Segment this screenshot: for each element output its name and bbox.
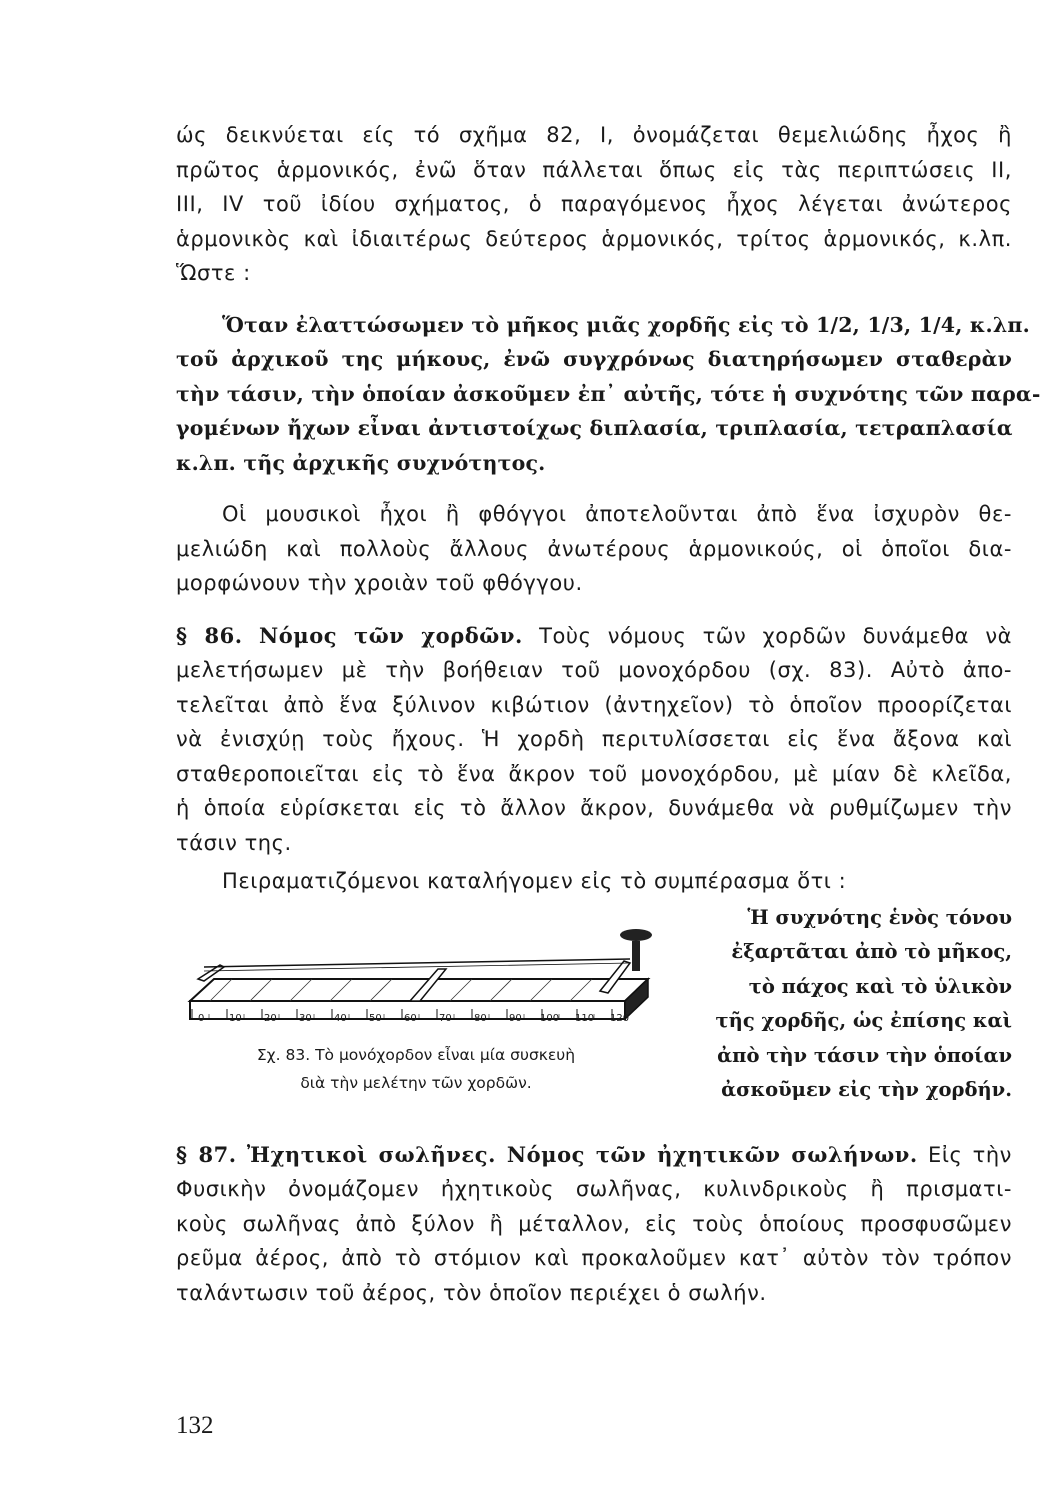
text-line: πρῶτος ἁρμονικός, ἐνῶ ὅταν πάλλεται ὅπως εἰς τὰς περιπτώσεις ΙΙ, <box>176 157 1012 182</box>
scale-label: 100 <box>540 1012 560 1024</box>
page-number: 132 <box>176 1412 214 1439</box>
text-line: κοὺς σωλῆνας ἀπὸ ξύλον ἢ μέταλλον, εἰς τοὺς ὁποίους προσφυσῶμεν <box>176 1211 1012 1236</box>
scale-label: 20 <box>264 1012 277 1024</box>
rule-line: τοῦ ἀρχικοῦ της μήκους, ἐνῶ συγχρόνως διατηρήσωμεν σταθερὰν <box>176 347 1012 371</box>
text-line: τελεῖται ἀπὸ ἕνα ξύλινον κιβώτιον (ἀντηχεῖον) τὸ ὁποῖον προορίζεται <box>176 692 1012 717</box>
caption-line: Σχ. 83. Τὸ μονόχορδον εἶναι μία συσκευὴ <box>256 1045 576 1064</box>
section-86-first-line <box>176 619 1012 654</box>
text-line: Οἱ μουσικοὶ ἦχοι ἢ φθόγγοι ἀποτελοῦνται ἀπὸ ἕνα ἰσχυρὸν θε- <box>222 502 1012 526</box>
scale-label: 0 <box>198 1012 205 1024</box>
section-87-first-line <box>176 1138 1012 1173</box>
law-line: Ἡ συχνότης ἑνὸς τόνου <box>747 905 1012 929</box>
scale-label: 30 <box>299 1012 312 1024</box>
rule-line: κ.λπ. τῆς ἀρχικῆς συχνότητος. <box>176 450 546 475</box>
timbre-paragraph <box>176 497 1012 601</box>
text-line: ἡ ὁποία εὑρίσκεται εἰς τὸ ἄλλον ἄκρον, δυνάμεθα νὰ ρυθμίζωμεν τὴν <box>176 796 1012 820</box>
figure-block <box>176 905 1012 1124</box>
section-symbol: § 86. <box>176 622 243 648</box>
text-line: Ὥστε : <box>176 261 251 285</box>
page-body <box>176 118 1041 1310</box>
scale-label: 10 <box>229 1012 242 1024</box>
rule-paragraph <box>176 308 1041 481</box>
text-line: τάσιν της. <box>176 830 292 855</box>
text-line: μελετήσωμεν μὲ τὴν βοήθειαν τοῦ μονοχόρδου (σχ. 83). Αὐτὸ ἀπο- <box>176 658 1012 682</box>
law-line: ἀσκοῦμεν εἰς τὴν χορδήν. <box>721 1078 1012 1101</box>
text-line: νὰ ἐνισχύῃ τοὺς ἤχους. Ἡ χορδὴ περιτυλίσσεται εἰς ἕνα ἄξονα καὶ <box>176 727 1012 751</box>
law-line: ἐξαρτᾶται ἀπὸ τὸ μῆκος, <box>731 940 1012 963</box>
section-symbol: § 87. <box>176 1141 237 1167</box>
section-87 <box>176 1138 1012 1311</box>
text-line: μορφώνουν τὴν χροιὰν τοῦ φθόγγου. <box>176 571 583 595</box>
text-line: μελιώδη καὶ πολλοὺς ἄλλους ἀνωτέρους ἁρμονικούς, οἱ ὁποῖοι δια- <box>176 536 1012 561</box>
law-line: ἀπὸ τὴν τάσιν τὴν ὁποίαν <box>717 1043 1012 1067</box>
text-line: ρεῦμα ἀέρος, ἀπὸ τὸ στόμιον καὶ προκαλοῦμεν κατ᾽ αὐτὸν τὸν τρόπον <box>176 1246 1012 1270</box>
text-line: σταθεροποιεῖται εἰς τὸ ἕνα ἄκρον τοῦ μονοχόρδου, μὲ μίαν δὲ κλεῖδα, <box>176 761 1012 786</box>
text-line: ἁρμονικὸς καὶ ἰδιαιτέρως δεύτερος ἁρμονικός, τρίτος ἁρμονικός, κ.λπ. <box>176 226 1012 251</box>
scale-label: 50 <box>369 1012 382 1024</box>
scale-label: 120 <box>610 1012 630 1024</box>
scale-label: 70 <box>439 1012 452 1024</box>
scale-label: 90 <box>509 1012 522 1024</box>
rule-line: τὴν τάσιν, τὴν ὁποίαν ἀσκοῦμεν ἐπ᾽ αὐτῆς, τότε ἡ συχνότης τῶν παρα- <box>176 381 1041 406</box>
scale-labels <box>186 1013 646 1033</box>
rule-line: γομένων ἤχων εἶναι ἀντιστοίχως διπλασία, τριπλασία, τετραπλασία <box>176 416 1013 440</box>
conclusion-line: Πειραματιζόμενοι καταλήγομεν εἰς τὸ συμπέρασμα ὅτι : <box>222 869 847 893</box>
law-box <box>682 901 1012 1108</box>
text-line: Φυσικὴν ὀνομάζομεν ἠχητικοὺς σωλῆνας, κυλινδρικοὺς ἢ πρισματι- <box>176 1177 1012 1201</box>
law-line: τῆς χορδῆς, ὡς ἐπίσης καὶ <box>715 1009 1012 1032</box>
scale-label: 60 <box>404 1012 417 1024</box>
text-fragment: Εἰς τὴν <box>928 1142 1012 1167</box>
rule-line: Ὅταν ἐλαττώσωμεν τὸ μῆκος μιᾶς χορδῆς εἰς τὸ 1/2, 1/3, 1/4, κ.λπ. <box>222 312 1030 337</box>
figure-caption <box>176 1041 656 1097</box>
scale-label: 80 <box>474 1012 487 1024</box>
text-line: ταλάντωσιν τοῦ ἀέρος, τὸν ὁποῖον περιέχει ὁ σωλήν. <box>176 1280 767 1305</box>
top-paragraph <box>176 118 1012 291</box>
scale-label: 110 <box>575 1012 595 1024</box>
text-fragment: Τοὺς νόμους τῶν χορδῶν δυνάμεθα νὰ <box>539 623 1012 648</box>
section-86 <box>176 619 1012 899</box>
law-line: τὸ πάχος καὶ τὸ ὑλικὸν <box>748 974 1012 998</box>
scale-label: 40 <box>334 1012 347 1024</box>
text-line: ΙΙΙ, IV τοῦ ἰδίου σχήματος, ὁ παραγόμενος ἦχος λέγεται ἀνώτερος <box>176 192 1012 216</box>
caption-line: διὰ τὴν μελέτην τῶν χορδῶν. <box>300 1073 532 1092</box>
section-heading: Ἠχητικοὶ σωλῆνες. Νόμος τῶν ἠχητικῶν σωλήνων. <box>246 1141 918 1167</box>
section-heading: Νόμος τῶν χορδῶν. <box>258 622 523 648</box>
text-line: ώς δεικνύεται είς τό σχῆμα 82, Ι, ὀνομάζεται θεμελιώδης ἦχος ἢ <box>176 123 1012 147</box>
